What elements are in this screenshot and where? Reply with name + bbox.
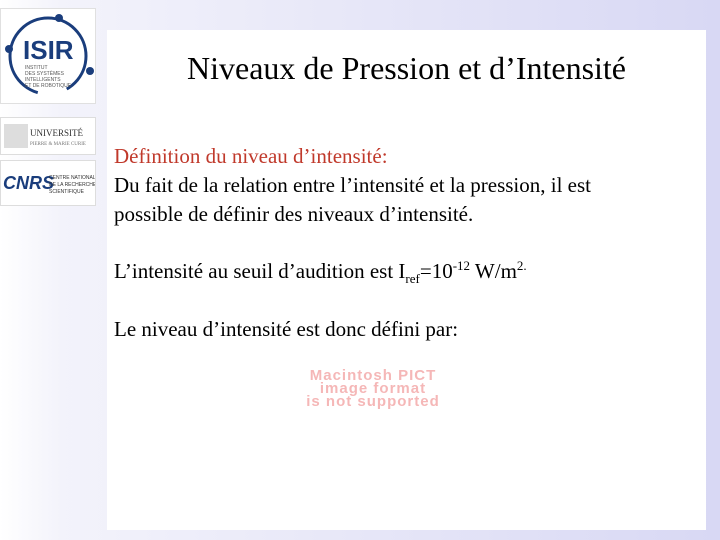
isir-line-1: INSTITUT — [25, 65, 48, 71]
threshold-unit-exp: 2. — [516, 258, 527, 273]
cnrs-logo-graphic — [1, 161, 95, 205]
paragraph-line-1: Du fait de la relation entre l’intensité et la pression, il est — [114, 173, 592, 197]
cnrs-logo — [0, 160, 96, 206]
isir-logo-graphic — [1, 9, 95, 103]
threshold-prefix: L’intensité au seuil d’audition est I — [114, 259, 406, 283]
unsupported-image-placeholder — [255, 369, 491, 409]
isir-logo — [0, 8, 96, 104]
threshold-sentence — [114, 251, 694, 293]
upmc-logo — [0, 117, 96, 155]
threshold-eq: =10 — [419, 259, 453, 283]
cnrs-line-2: DE LA RECHERCHE — [49, 182, 95, 188]
definition-heading: Définition du niveau d’intensité: — [114, 144, 388, 168]
isir-line-4: ET DE ROBOTIQUE — [25, 83, 72, 89]
pict-line-3: is not supported — [306, 393, 440, 410]
paragraph-line-2: possible de définir des niveaux d’intensité. — [114, 202, 474, 226]
slide-title: Niveaux de Pression et d’Intensité — [187, 50, 626, 86]
upmc-line-1: UNIVERSITÉ — [30, 128, 83, 138]
upmc-logo-graphic — [1, 118, 95, 154]
pict-line-2: image format — [319, 380, 427, 397]
isir-mark: ISIR — [23, 35, 74, 65]
slide-body — [114, 142, 694, 344]
cnrs-line-1: CENTRE NATIONAL — [49, 175, 95, 181]
pict-line-1: Macintosh PICT — [309, 367, 437, 384]
cnrs-mark: CNRS — [3, 173, 55, 193]
threshold-unit: W/m — [470, 259, 517, 283]
slide-panel — [107, 30, 706, 530]
isir-line-3: INTELLIGENTS — [25, 77, 61, 83]
threshold-sub: ref — [405, 271, 420, 287]
cnrs-line-3: SCIENTIFIQUE — [49, 189, 85, 195]
threshold-exp: -12 — [452, 258, 471, 273]
upmc-line-2: PIERRE & MARIE CURIE — [30, 142, 86, 147]
isir-line-2: DES SYSTÈMES — [25, 71, 64, 77]
level-sentence: Le niveau d’intensité est donc défini par: — [114, 317, 459, 342]
